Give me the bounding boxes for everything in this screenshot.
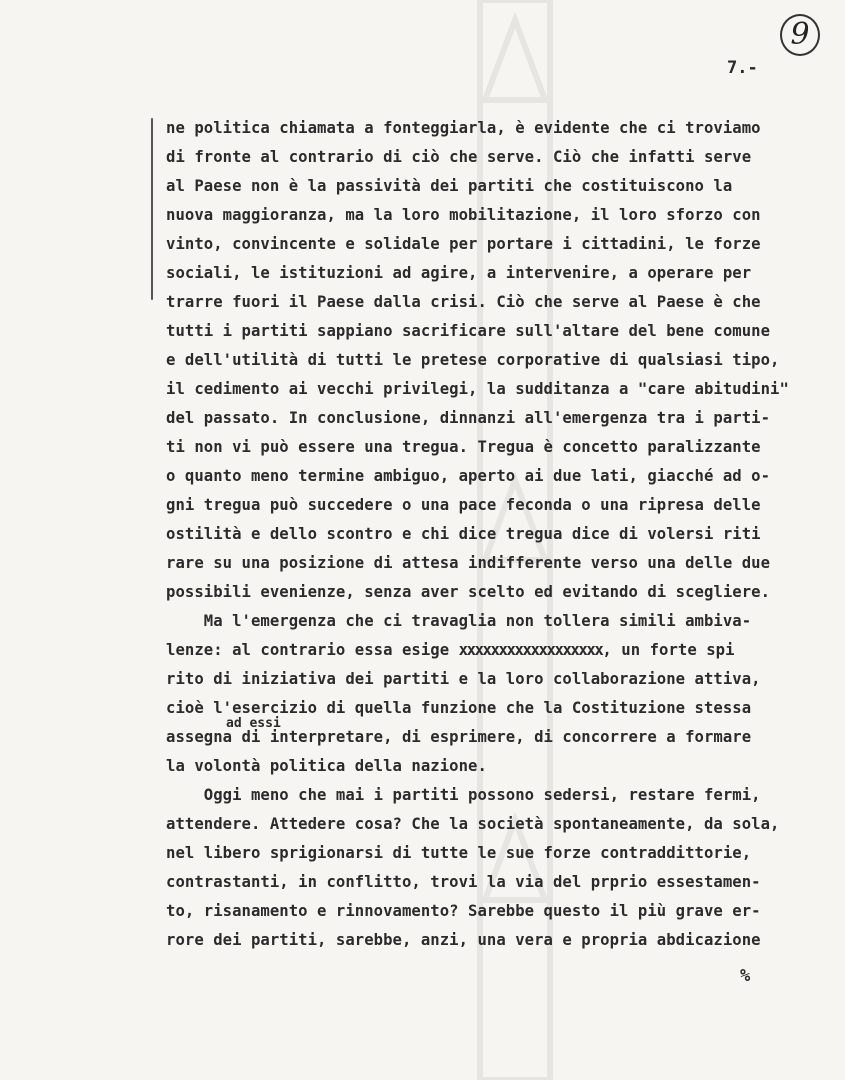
margin-mark bbox=[151, 118, 153, 300]
text-line: rore dei partiti, sarebbe, anzi, una vera e propria abdicazione bbox=[166, 931, 761, 949]
text-line: cioè l'esercizio di quella funzione che la Costituzione stessa bbox=[166, 699, 752, 717]
text-line: assegna di interpretare, di esprimere, di concorrere a formare bbox=[166, 728, 752, 746]
text-line: al Paese non è la passività dei partiti che costituiscono la bbox=[166, 177, 733, 195]
text-line: Ma l'emergenza che ci travaglia non tollera simili ambiva- bbox=[166, 612, 752, 630]
text-line: del passato. In conclusione, dinnanzi all'emergenza tra i parti- bbox=[166, 409, 771, 427]
struck-out-text: xxxxxxxxxxxxxxxxxx bbox=[458, 641, 603, 659]
text-line: attendere. Attedere cosa? Che la società spontaneamente, da sola, bbox=[166, 815, 780, 833]
text-line: gni tregua può succedere o una pace feconda o una ripresa delle bbox=[166, 496, 761, 514]
text-line: nuova maggioranza, ma la loro mobilitazione, il loro sforzo con bbox=[166, 206, 761, 224]
text-segment: , un forte spi bbox=[602, 641, 735, 659]
interlinear-insertion: ad essi bbox=[226, 716, 281, 731]
text-line: di fronte al contrario di ciò che serve. Ciò che infatti serve bbox=[166, 148, 752, 166]
text-line: tutti i partiti sappiano sacrificare sull'altare del bene comune bbox=[166, 322, 771, 340]
text-line: possibili evenienze, senza aver scelto ed evitando di scegliere. bbox=[166, 583, 771, 601]
text-line: ti non vi può essere una tregua. Tregua è concetto paralizzante bbox=[166, 438, 761, 456]
text-line: nel libero sprigionarsi di tutte le sue forze contraddittorie, bbox=[166, 844, 752, 862]
text-line: sociali, le istituzioni ad agire, a intervenire, a operare per bbox=[166, 264, 752, 282]
text-line: contrastanti, in conflitto, trovi la via del prprio essestamen- bbox=[166, 873, 761, 891]
text-line: e dell'utilità di tutti le pretese corporative di qualsiasi tipo, bbox=[166, 351, 780, 369]
text-line: la volontà politica della nazione. bbox=[166, 757, 487, 775]
continuation-mark: % bbox=[740, 966, 751, 986]
text-line: trarre fuori il Paese dalla crisi. Ciò che serve al Paese è che bbox=[166, 293, 761, 311]
text-line: rito di iniziativa dei partiti e la loro collaborazione attiva, bbox=[166, 670, 761, 688]
page-number: 7.- bbox=[727, 58, 758, 78]
text-line: o quanto meno termine ambiguo, aperto ai due lati, giacché ad o- bbox=[166, 467, 771, 485]
text-line: vinto, convincente e solidale per portare i cittadini, le forze bbox=[166, 235, 761, 253]
text-line: il cedimento ai vecchi privilegi, la sudditanza a "care abitudini" bbox=[166, 380, 789, 398]
text-line: ne politica chiamata a fonteggiarla, è evidente che ci troviamo bbox=[166, 119, 761, 137]
text-line: rare su una posizione di attesa indifferente verso una delle due bbox=[166, 554, 771, 572]
text-line: Oggi meno che mai i partiti possono sedersi, restare fermi, bbox=[166, 786, 761, 804]
text-line: to, risanamento e rinnovamento? Sarebbe questo il più grave er- bbox=[166, 902, 761, 920]
text-line-with-strikeout bbox=[166, 640, 735, 660]
text-line: ostilità e dello scontro e chi dice tregua dice di volersi riti bbox=[166, 525, 761, 543]
text-segment: lenze: al contrario essa esige bbox=[166, 641, 459, 659]
circled-page-number: 9 bbox=[780, 14, 820, 56]
